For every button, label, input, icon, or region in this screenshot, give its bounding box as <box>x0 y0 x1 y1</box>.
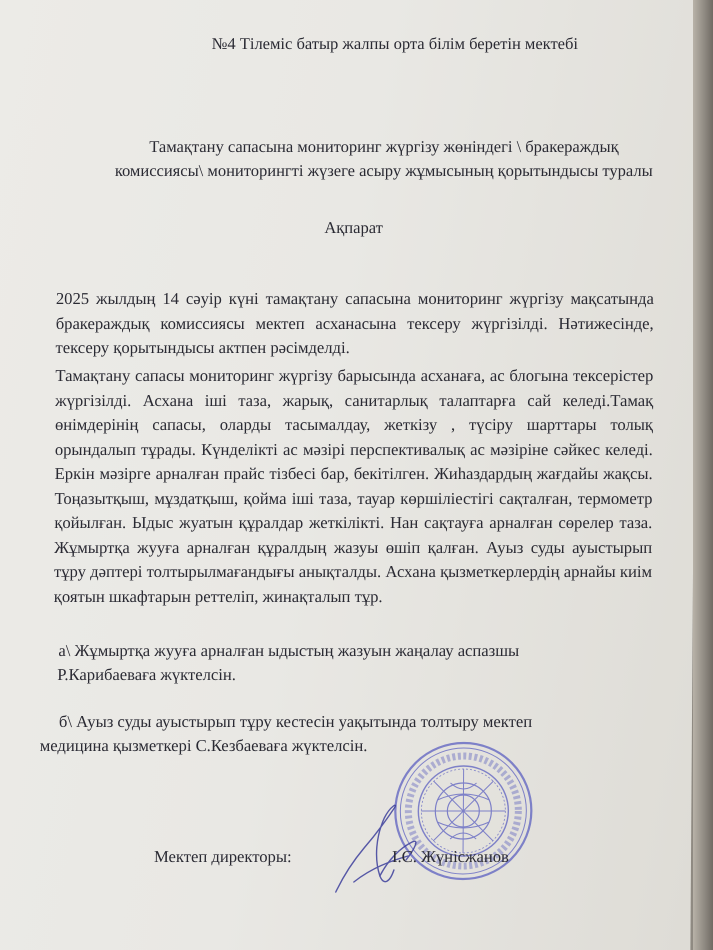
paragraph-findings: Тамақтану сапасы мониторинг жүргізу барысында асханаға, ас блогына тексерістер жүргізілді. Асхана іші таза, жарық, санитарлық талаптарға сай келеді.Тамақ өнімдерінің сапасы, оларды тасымалдау, жеткізу , түсіру шарттары толық орындалып тұрады. Күнделікті ас мәзірі перспективалық ас мәзіріне сәйкес келеді. Еркін мәзірге арналған прайс тізбесі бар, бекітілген. Жиһаздардың жағдайы жақсы. Тоңазытқыш, мұздатқыш, қойма іші таза, тауар көршіліестігі сақталған, термометр қойылған. Ыдыс жуатын құралдар жеткілікті. Нан сақтауға арналған сөрелер таза. Жұмыртқа жууға арналған құралдың жазуы өшіп қалған. Ауыз суды ауыстырып тұру дәптері толтырылмағандығы анықталды. Асхана қызметкерлердің арнайы киім қоятын шкафтарын реттеліп, жинақталып тұр. <box>53 366 654 606</box>
paragraph-intro: 2025 жылдың 14 сәуір күні тамақтану сапасына мониторинг жүргізу мақсатында бракераждық комиссиясы мектеп асханасына тексеру жүргізілді. Нәтижесінде, тексеру қорытындысы актпен рәсімделді. <box>55 289 654 357</box>
background-wall <box>693 0 713 950</box>
title-line-1: Тамақтану сапасына мониторинг жүргізу жөніндегі \ бракераждық <box>149 137 619 156</box>
item-a-line-2: Р.Карибаеваға жүктелсін. <box>57 665 237 684</box>
item-a-line-1: а\ Жұмыртқа жууға арналған ыдыстың жазуын жаңалау аспазшы <box>58 641 520 660</box>
school-name: №4 Тілеміс батыр жалпы орта білім беретін мектебі <box>211 34 579 53</box>
document-heading: Ақпарат <box>324 218 383 237</box>
director-label: Мектеп директоры: <box>153 847 292 866</box>
item-b-line-1: б\ Ауыз суды ауыстырып тұру кестесін уақытында толтыру мектеп <box>58 712 533 731</box>
title-line-2: комиссиясы\ мониторингті жүзеге асыру жұмысының қорытындысы туралы <box>114 161 653 180</box>
item-b-line-2: медицина қызметкері С.Кезбаеваға жүктелсін. <box>39 736 368 755</box>
director-name: І.С. Жүнісжанов <box>391 847 509 866</box>
